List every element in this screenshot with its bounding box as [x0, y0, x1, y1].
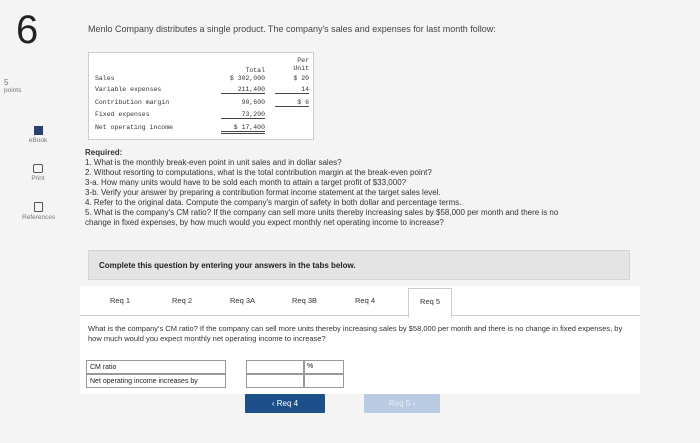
tab-req-1[interactable]: Req 1: [110, 296, 131, 305]
row-total: $ 302,000: [229, 75, 265, 82]
required-item: 3-a. How many units would have to be sold each month to attain a target profit of $33,000?: [85, 178, 407, 187]
chevron-right-icon: ›: [410, 399, 416, 408]
noi-increase-input[interactable]: [246, 374, 304, 388]
points-value: 5: [4, 78, 9, 87]
intro-text: Menlo Company distributes a single product. The company's sales and expenses for last month follow:: [88, 24, 496, 34]
print-link[interactable]: [22, 164, 54, 182]
references-label: References: [22, 214, 56, 221]
row-unit: $ 20: [293, 75, 309, 82]
points: [4, 78, 34, 94]
question-number: 6: [16, 8, 39, 52]
req-tabs: [80, 286, 640, 316]
question-text: What is the company's CM ratio? If the company can sell more units thereby increasing sales by $58,000 per month and there is no change in fixed expenses, by how much would you expect monthly net operating income to increase?: [88, 324, 623, 343]
tab-req-3b[interactable]: Req 3B: [292, 296, 318, 305]
row-label: Net operating income: [95, 124, 174, 131]
tab-req-2[interactable]: Req 2: [172, 296, 193, 305]
required-heading: Required:: [85, 148, 123, 157]
references-link[interactable]: [22, 202, 54, 221]
row-label: Fixed expenses: [95, 111, 150, 118]
prev-label: Req 4: [276, 399, 299, 408]
points-label: points: [4, 87, 22, 94]
required-item: 3-b. Verify your answer by preparing a contribution format income statement at the target sales level.: [85, 188, 441, 197]
required-item: 4. Refer to the original data. Compute the company's margin of safety in both dollar and percentage terms.: [85, 198, 462, 207]
instruction-banner: Complete this question by entering your answers in the tabs below.: [88, 250, 630, 280]
row-label: Variable expenses: [95, 86, 162, 93]
row-total: 73,200: [221, 111, 265, 119]
header-per: Per: [297, 57, 309, 64]
noi-increase-input-ext[interactable]: [304, 374, 344, 388]
tab-req-3a[interactable]: Req 3A: [230, 296, 256, 305]
next-label: Req 5: [388, 399, 411, 408]
required-item: change in fixed expenses, by how much would you expect monthly net operating income to increase?: [85, 218, 444, 227]
required-item: 5. What is the company's CM ratio? If the company can sell more units thereby increasing sales by $58,000 per month and there is no: [85, 208, 559, 217]
cm-ratio-input[interactable]: [246, 360, 304, 374]
prev-req-button[interactable]: [245, 394, 325, 413]
row-total: $ 17,400: [221, 124, 265, 134]
answer-panel: [80, 286, 640, 394]
income-statement: [88, 52, 314, 140]
tab-req-4[interactable]: Req 4: [355, 296, 376, 305]
row-label: Sales: [95, 75, 115, 82]
percent-sign: %: [304, 360, 344, 374]
ebook-icon: [34, 126, 43, 135]
references-icon: [34, 202, 43, 212]
cm-ratio-label: CM ratio: [86, 360, 226, 374]
required-item: 2. Without resorting to computations, what is the total contribution margin at the break-even point?: [85, 168, 432, 177]
next-req-button[interactable]: [364, 394, 440, 413]
row-unit: $ 6: [275, 99, 309, 107]
noi-increase-label: Net operating income increases by: [86, 374, 226, 388]
required-item: 1. What is the monthly break-even point in unit sales and in dollar sales?: [85, 158, 342, 167]
header-total: Total: [245, 67, 265, 74]
header-unit: Unit: [293, 65, 309, 72]
printer-icon: [33, 164, 43, 173]
chevron-left-icon: ‹: [271, 399, 277, 408]
tab-req-5[interactable]: Req 5: [408, 288, 452, 318]
row-total: 90,600: [241, 99, 265, 106]
ebook-label: eBook: [28, 137, 48, 144]
row-unit: 14: [275, 86, 309, 94]
row-label: Contribution margin: [95, 99, 170, 106]
required-section: [85, 148, 685, 228]
ebook-link[interactable]: [22, 126, 54, 144]
row-total: 211,400: [221, 86, 265, 94]
print-label: Print: [31, 175, 45, 182]
